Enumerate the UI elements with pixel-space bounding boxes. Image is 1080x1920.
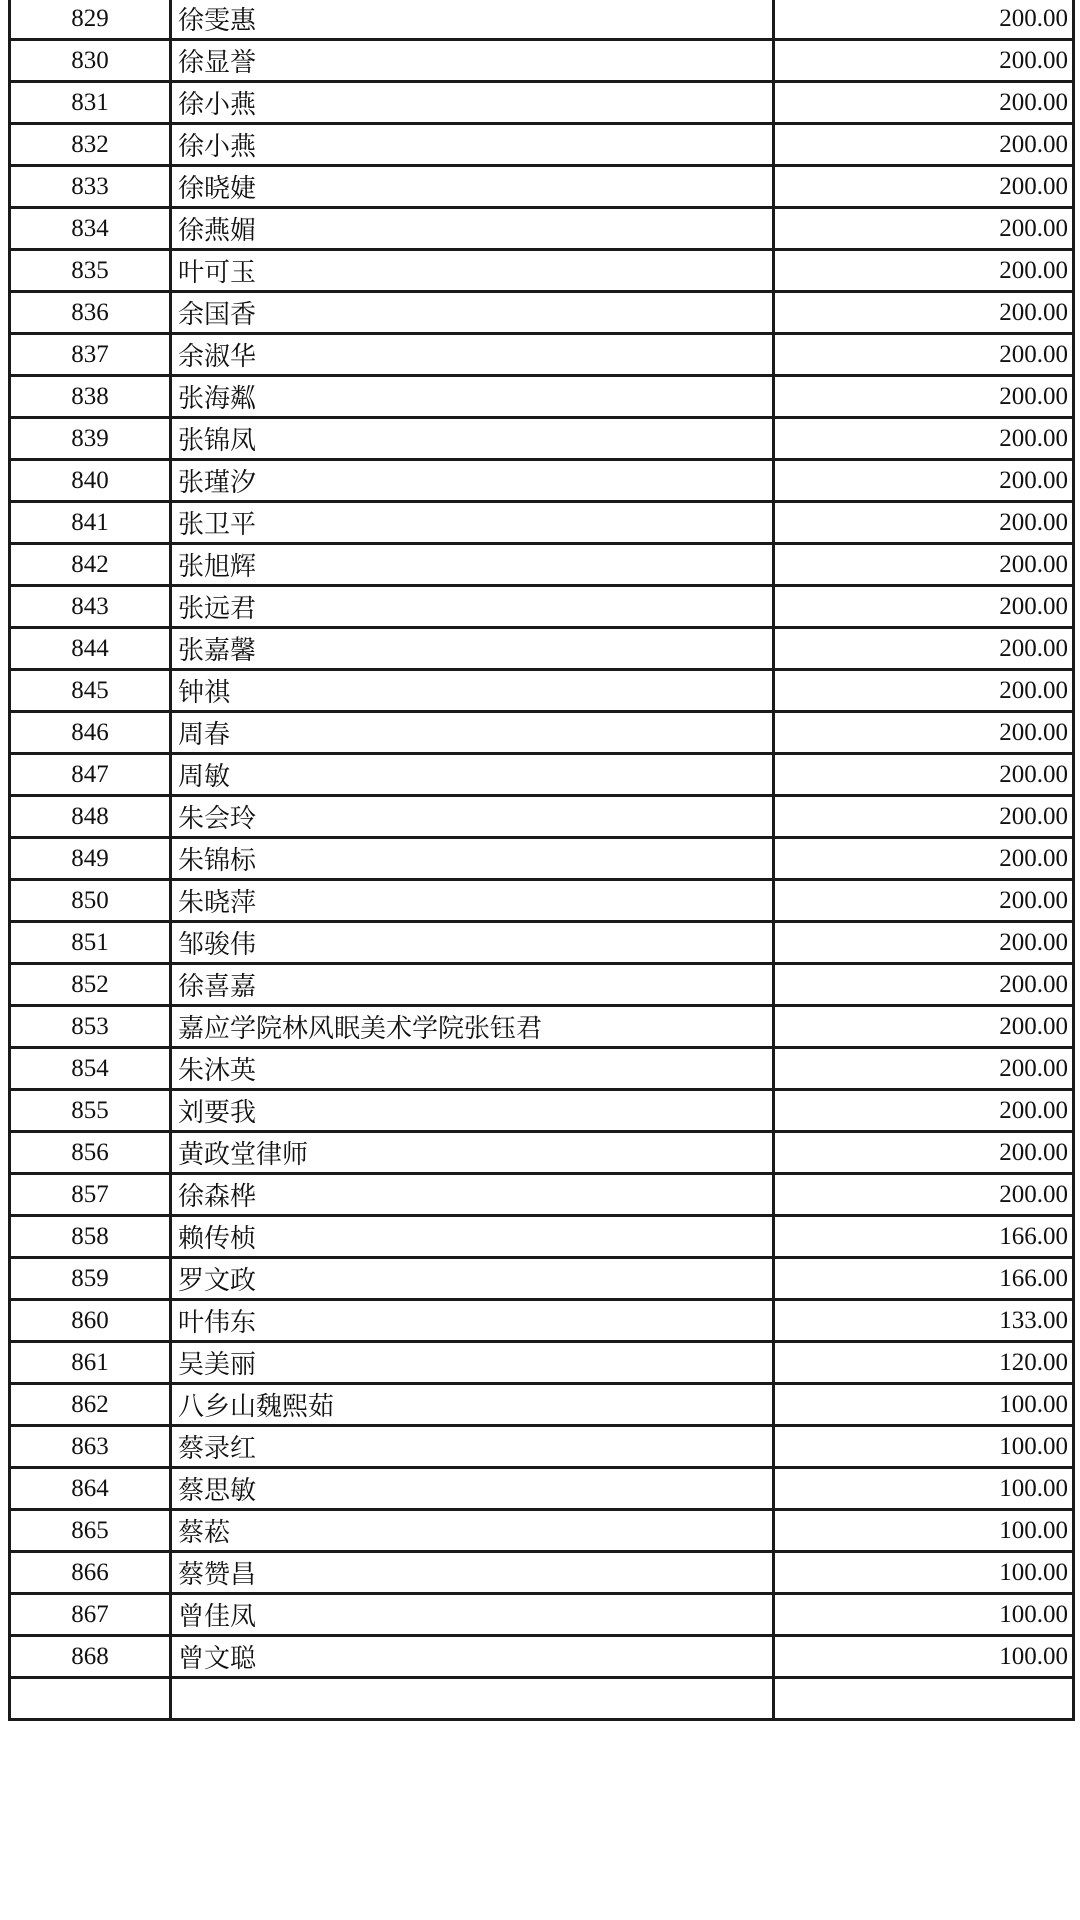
row-number-cell: [10, 1678, 171, 1720]
table-row: [10, 418, 1074, 460]
table-row: [10, 208, 1074, 250]
table-row: [10, 124, 1074, 166]
row-number-cell: 833: [10, 166, 171, 208]
donor-name-cell: 徐显誉: [171, 40, 774, 82]
amount-cell: 200.00: [774, 40, 1074, 82]
amount-cell: 200.00: [774, 292, 1074, 334]
donor-name-cell: 张瑾汐: [171, 460, 774, 502]
row-number-cell: 866: [10, 1552, 171, 1594]
table-row: [10, 628, 1074, 670]
row-number-cell: 842: [10, 544, 171, 586]
table-row: [10, 1300, 1074, 1342]
row-number-cell: 836: [10, 292, 171, 334]
table-row: [10, 166, 1074, 208]
amount-cell: 200.00: [774, 712, 1074, 754]
donor-name-cell: 黄政堂律师: [171, 1132, 774, 1174]
row-number-cell: 839: [10, 418, 171, 460]
row-number-cell: 867: [10, 1594, 171, 1636]
row-number-cell: 832: [10, 124, 171, 166]
amount-cell: 200.00: [774, 1048, 1074, 1090]
table-row: [10, 250, 1074, 292]
row-number-cell: 831: [10, 82, 171, 124]
donation-table: [8, 0, 1075, 1721]
donor-name-cell: 八乡山魏熙茹: [171, 1384, 774, 1426]
row-number-cell: 845: [10, 670, 171, 712]
table-row: [10, 0, 1074, 40]
amount-cell: 100.00: [774, 1510, 1074, 1552]
donor-name-cell: 张旭辉: [171, 544, 774, 586]
amount-cell: 166.00: [774, 1258, 1074, 1300]
amount-cell: 200.00: [774, 82, 1074, 124]
row-number-cell: 838: [10, 376, 171, 418]
amount-cell: 200.00: [774, 418, 1074, 460]
donor-name-cell: 余国香: [171, 292, 774, 334]
table-row: [10, 922, 1074, 964]
donor-name-cell: 徐喜嘉: [171, 964, 774, 1006]
donor-name-cell: 徐小燕: [171, 124, 774, 166]
amount-cell: 200.00: [774, 838, 1074, 880]
table-row: [10, 964, 1074, 1006]
table-row: [10, 1006, 1074, 1048]
amount-cell: 200.00: [774, 586, 1074, 628]
donor-name-cell: 吴美丽: [171, 1342, 774, 1384]
row-number-cell: 829: [10, 0, 171, 40]
donor-name-cell: 朱晓萍: [171, 880, 774, 922]
donor-name-cell: 朱沐英: [171, 1048, 774, 1090]
table-row: [10, 334, 1074, 376]
table-row: [10, 502, 1074, 544]
donor-name-cell: 钟祺: [171, 670, 774, 712]
amount-cell: 166.00: [774, 1216, 1074, 1258]
amount-cell: 200.00: [774, 1006, 1074, 1048]
amount-cell: 200.00: [774, 670, 1074, 712]
donor-name-cell: 余淑华: [171, 334, 774, 376]
donor-name-cell: 蔡菘: [171, 1510, 774, 1552]
row-number-cell: 863: [10, 1426, 171, 1468]
donor-name-cell: 赖传桢: [171, 1216, 774, 1258]
donor-name-cell: 张卫平: [171, 502, 774, 544]
table-row: [10, 376, 1074, 418]
row-number-cell: 844: [10, 628, 171, 670]
table-row: [10, 1594, 1074, 1636]
donation-list-page: [8, 0, 1072, 1721]
row-number-cell: 854: [10, 1048, 171, 1090]
row-number-cell: 840: [10, 460, 171, 502]
table-row: [10, 1384, 1074, 1426]
amount-cell: 200.00: [774, 922, 1074, 964]
row-number-cell: 852: [10, 964, 171, 1006]
row-number-cell: 849: [10, 838, 171, 880]
table-row: [10, 544, 1074, 586]
table-row: [10, 586, 1074, 628]
row-number-cell: 851: [10, 922, 171, 964]
row-number-cell: 868: [10, 1636, 171, 1678]
donor-name-cell: 蔡赞昌: [171, 1552, 774, 1594]
table-row: [10, 670, 1074, 712]
amount-cell: 200.00: [774, 964, 1074, 1006]
amount-cell: 200.00: [774, 1132, 1074, 1174]
donor-name-cell: 罗文政: [171, 1258, 774, 1300]
row-number-cell: 861: [10, 1342, 171, 1384]
amount-cell: 200.00: [774, 124, 1074, 166]
amount-cell: 200.00: [774, 208, 1074, 250]
table-row: [10, 1216, 1074, 1258]
amount-cell: 200.00: [774, 628, 1074, 670]
table-row: [10, 1342, 1074, 1384]
amount-cell: 100.00: [774, 1594, 1074, 1636]
row-number-cell: 848: [10, 796, 171, 838]
amount-cell: 120.00: [774, 1342, 1074, 1384]
row-number-cell: 864: [10, 1468, 171, 1510]
table-row: [10, 82, 1074, 124]
amount-cell: 200.00: [774, 880, 1074, 922]
donor-name-cell: 徐小燕: [171, 82, 774, 124]
row-number-cell: 837: [10, 334, 171, 376]
amount-cell: 200.00: [774, 796, 1074, 838]
row-number-cell: 865: [10, 1510, 171, 1552]
row-number-cell: 857: [10, 1174, 171, 1216]
row-number-cell: 847: [10, 754, 171, 796]
amount-cell: 100.00: [774, 1384, 1074, 1426]
table-row: [10, 1258, 1074, 1300]
table-row: [10, 40, 1074, 82]
donor-name-cell: 叶伟东: [171, 1300, 774, 1342]
row-number-cell: 859: [10, 1258, 171, 1300]
table-row: [10, 1552, 1074, 1594]
row-number-cell: 846: [10, 712, 171, 754]
row-number-cell: 853: [10, 1006, 171, 1048]
amount-cell: 100.00: [774, 1552, 1074, 1594]
donor-name-cell: 徐晓婕: [171, 166, 774, 208]
table-row: [10, 292, 1074, 334]
amount-cell: 200.00: [774, 250, 1074, 292]
row-number-cell: 856: [10, 1132, 171, 1174]
donor-name-cell: 徐森桦: [171, 1174, 774, 1216]
row-number-cell: 860: [10, 1300, 171, 1342]
amount-cell: 200.00: [774, 460, 1074, 502]
table-row: [10, 1090, 1074, 1132]
table-row: [10, 1678, 1074, 1720]
table-row: [10, 838, 1074, 880]
donor-name-cell: 朱锦标: [171, 838, 774, 880]
donor-name-cell: 张远君: [171, 586, 774, 628]
row-number-cell: 843: [10, 586, 171, 628]
table-row: [10, 1048, 1074, 1090]
donor-name-cell: 徐雯惠: [171, 0, 774, 40]
amount-cell: 100.00: [774, 1636, 1074, 1678]
amount-cell: 200.00: [774, 0, 1074, 40]
row-number-cell: 855: [10, 1090, 171, 1132]
amount-cell: 200.00: [774, 376, 1074, 418]
table-row: [10, 1510, 1074, 1552]
amount-cell: 200.00: [774, 334, 1074, 376]
amount-cell: 200.00: [774, 544, 1074, 586]
row-number-cell: 841: [10, 502, 171, 544]
donor-name-cell: [171, 1678, 774, 1720]
table-row: [10, 1636, 1074, 1678]
donor-name-cell: 蔡录红: [171, 1426, 774, 1468]
table-row: [10, 754, 1074, 796]
amount-cell: 200.00: [774, 166, 1074, 208]
donor-name-cell: 蔡思敏: [171, 1468, 774, 1510]
amount-cell: 100.00: [774, 1468, 1074, 1510]
donor-name-cell: 朱会玲: [171, 796, 774, 838]
table-row: [10, 1174, 1074, 1216]
donor-name-cell: 张嘉馨: [171, 628, 774, 670]
donor-name-cell: 刘要我: [171, 1090, 774, 1132]
row-number-cell: 862: [10, 1384, 171, 1426]
row-number-cell: 830: [10, 40, 171, 82]
donor-name-cell: 曾佳凤: [171, 1594, 774, 1636]
amount-cell: 133.00: [774, 1300, 1074, 1342]
donor-name-cell: 邹骏伟: [171, 922, 774, 964]
donor-name-cell: 徐燕媚: [171, 208, 774, 250]
donor-name-cell: 张海粼: [171, 376, 774, 418]
donor-name-cell: 周敏: [171, 754, 774, 796]
row-number-cell: 850: [10, 880, 171, 922]
donor-name-cell: 嘉应学院林风眠美术学院张钰君: [171, 1006, 774, 1048]
row-number-cell: 835: [10, 250, 171, 292]
table-row: [10, 880, 1074, 922]
amount-cell: 100.00: [774, 1426, 1074, 1468]
donor-name-cell: 张锦凤: [171, 418, 774, 460]
donor-name-cell: 曾文聪: [171, 1636, 774, 1678]
amount-cell: 200.00: [774, 502, 1074, 544]
table-row: [10, 796, 1074, 838]
table-row: [10, 1426, 1074, 1468]
table-row: [10, 1468, 1074, 1510]
amount-cell: 200.00: [774, 1090, 1074, 1132]
table-body: [10, 0, 1074, 1720]
table-row: [10, 712, 1074, 754]
table-row: [10, 1132, 1074, 1174]
donor-name-cell: 叶可玉: [171, 250, 774, 292]
table-row: [10, 460, 1074, 502]
amount-cell: 200.00: [774, 754, 1074, 796]
amount-cell: [774, 1678, 1074, 1720]
row-number-cell: 834: [10, 208, 171, 250]
donor-name-cell: 周春: [171, 712, 774, 754]
row-number-cell: 858: [10, 1216, 171, 1258]
amount-cell: 200.00: [774, 1174, 1074, 1216]
